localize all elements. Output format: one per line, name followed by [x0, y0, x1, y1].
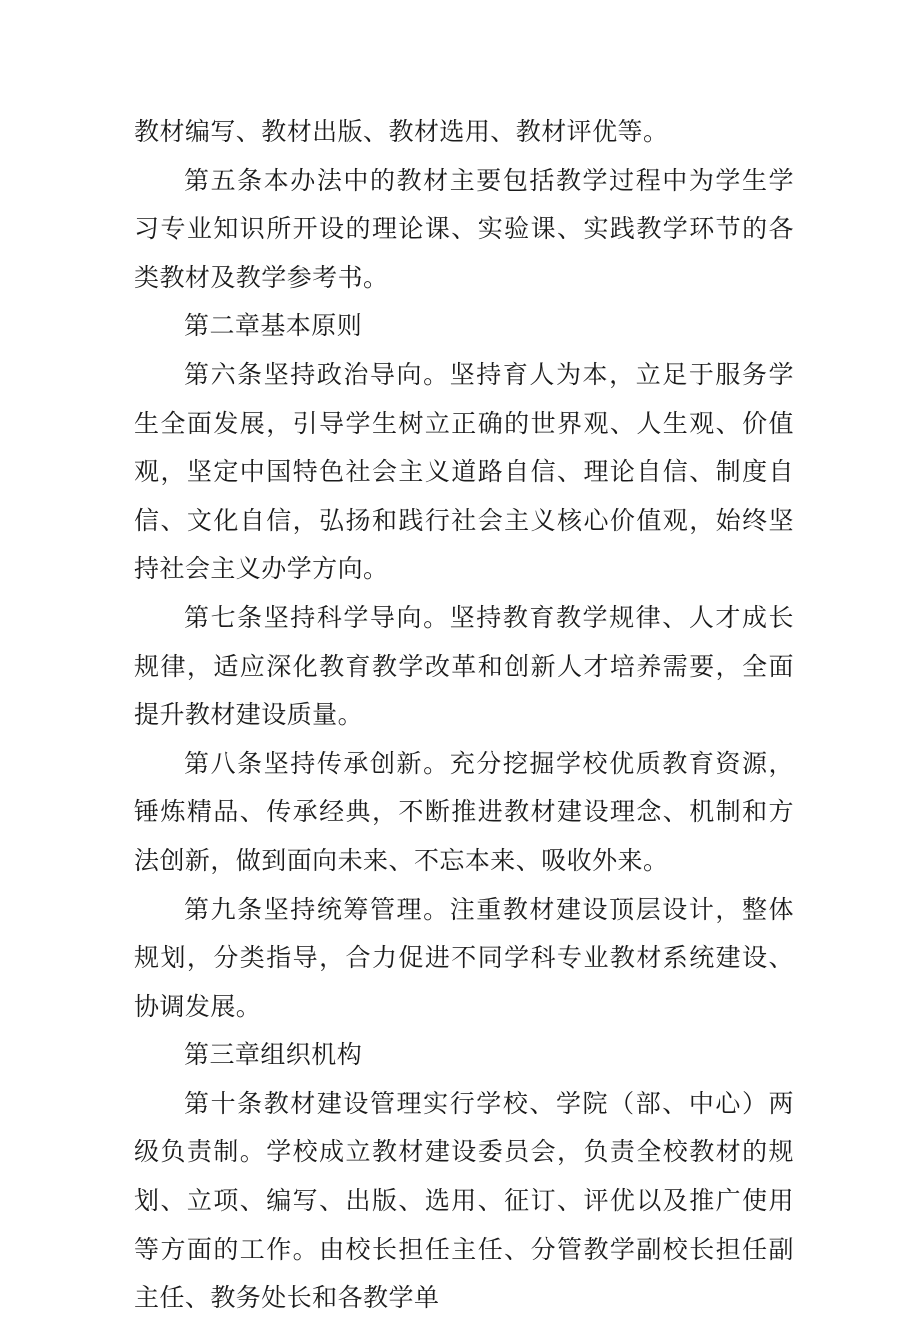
article-10: 第十条教材建设管理实行学校、学院（部、中心）两级负责制。学校成立教材建设委员会，负责全校教材的规划、立项、编写、出版、选用、征订、评优以及推广使用等方面的工作。由校长担任主任、分管教学副校长担任副主任、教务处长和各教学单	[134, 1088, 794, 1313]
article-5: 第五条本办法中的教材主要包括教学过程中为学生学习专业知识所开设的理论课、实验课、实践教学环节的各类教材及教学参考书。	[134, 165, 794, 292]
article-6: 第六条坚持政治导向。坚持育人为本，立足于服务学生全面发展，引导学生树立正确的世界观、人生观、价值观，坚定中国特色社会主义道路自信、理论自信、制度自信、文化自信，弘扬和践行社会主义核心价值观，始终坚持社会主义办学方向。	[134, 359, 794, 584]
chapter-3-heading: 第三章组织机构	[184, 1040, 363, 1070]
article-8: 第八条坚持传承创新。充分挖掘学校优质教育资源，锤炼精品、传承经典，不断推进教材建设理念、机制和方法创新，做到面向未来、不忘本来、吸收外来。	[134, 748, 794, 875]
chapter-2-heading: 第二章基本原则	[184, 311, 363, 341]
paragraph-continuation: 教材编写、教材出版、教材选用、教材评优等。	[134, 117, 669, 146]
document-body	[134, 108, 794, 1323]
article-7: 第七条坚持科学导向。坚持教育教学规律、人才成长规律，适应深化教育教学改革和创新人才培养需要，全面提升教材建设质量。	[134, 602, 794, 730]
article-9: 第九条坚持统筹管理。注重教材建设顶层设计，整体规划，分类指导，合力促进不同学科专业教材系统建设、协调发展。	[134, 894, 794, 1021]
